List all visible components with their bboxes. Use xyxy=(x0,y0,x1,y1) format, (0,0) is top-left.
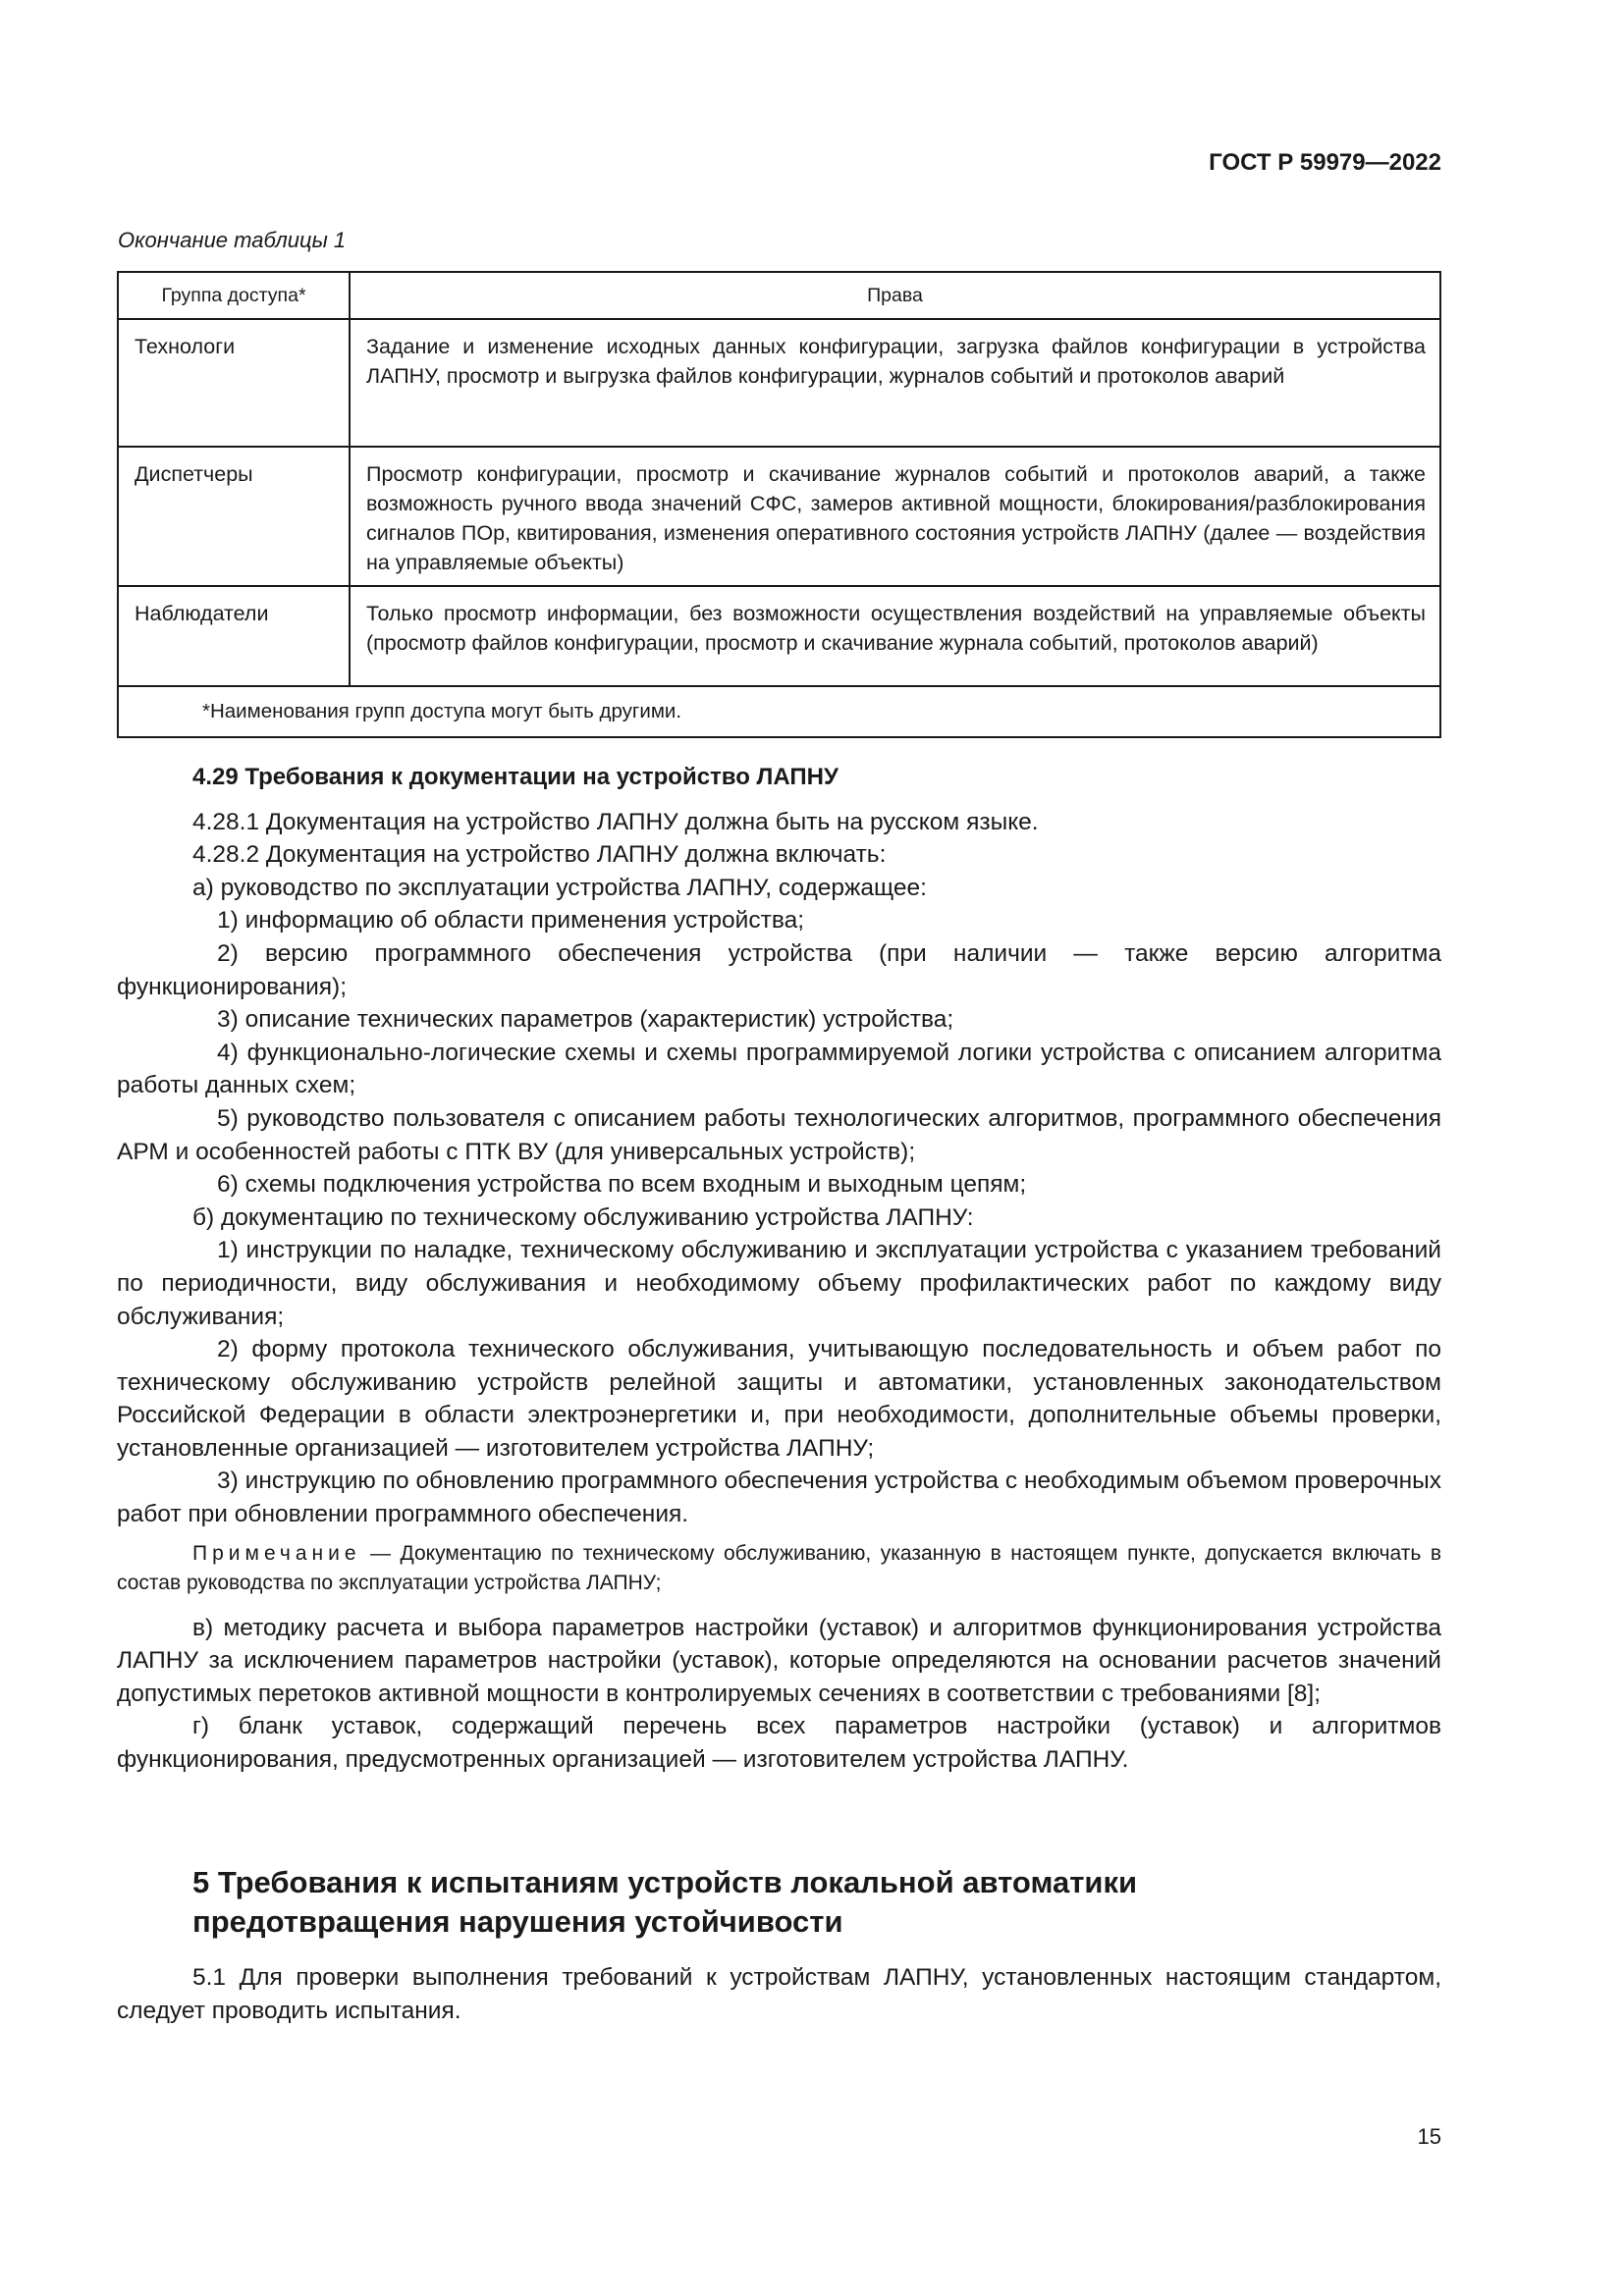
table-row xyxy=(118,319,1440,447)
group-rights: Только просмотр информации, без возможности осуществления воздействий на управляемые объекты (просмотр файлов конфигурации, просмотр и скачивание журнала событий, протоколов аварий) xyxy=(350,586,1440,686)
table-caption: Окончание таблицы 1 xyxy=(118,228,347,252)
section-heading-line: 5 Требования к испытаниям устройств локальной автоматики xyxy=(192,1865,1138,1899)
standard-designation: ГОСТ Р 59979—2022 xyxy=(1209,149,1441,176)
section-heading: 4.29 Требования к документации на устройство ЛАПНУ xyxy=(192,764,839,790)
paragraph: 5.1 Для проверки выполнения требований к устройствам ЛАПНУ, установленных настоящим стандартом, следует проводить испытания. xyxy=(117,1964,1441,2024)
table-header-row xyxy=(118,272,1440,319)
table-footnote-row xyxy=(118,686,1440,737)
list-item: 6) схемы подключения устройства по всем входным и выходным цепям; xyxy=(217,1171,1027,1199)
section-heading-line: предотвращения нарушения устойчивости xyxy=(192,1904,843,1939)
list-item: б) документацию по техническому обслуживанию устройства ЛАПНУ: xyxy=(192,1203,974,1231)
column-header-rights: Права xyxy=(350,272,1440,319)
note-text: — Документацию по техническому обслуживанию, указанную в настоящем пункте, допускается включать в состав руководства по эксплуатации устройства ЛАПНУ; xyxy=(117,1541,1441,1594)
group-name: Диспетчеры xyxy=(118,447,350,586)
list-item: 1) инструкции по наладке, техническому обслуживанию и эксплуатации устройства с указанием требований по периодичности, виду обслуживания и необходимому объему профилактических работ по каждому виду обслуживания; xyxy=(117,1237,1441,1330)
table-footnote: *Наименования групп доступа могут быть другими. xyxy=(118,686,1440,737)
list-item: 3) описание технических параметров (характеристик) устройства; xyxy=(217,1006,954,1034)
list-item: 4) функционально-логические схемы и схемы программируемой логики устройства с описанием алгоритма работы данных схем; xyxy=(117,1039,1441,1099)
column-header-group: Группа доступа* xyxy=(118,272,350,319)
group-name: Наблюдатели xyxy=(118,586,350,686)
group-rights: Просмотр конфигурации, просмотр и скачивание журналов событий и протоколов аварий, а также возможность ручного ввода значений СФС, замеров активной мощности, блокирования/разблокирования сигналов ПОр, квитирования, изменения оперативного состояния устройств ЛАПНУ (далее — воздействия на управляемые объекты) xyxy=(350,447,1440,586)
section-4-29 xyxy=(117,761,1441,1777)
group-name: Технологи xyxy=(118,319,350,447)
list-item: г) бланк уставок, содержащий перечень всех параметров настройки (уставок) и алгоритмов функционирования, предусмотренных организацией — изготовителем устройства ЛАПНУ. xyxy=(117,1713,1441,1774)
list-item: 2) версию программного обеспечения устройства (при наличии — также версию алгоритма функционирования); xyxy=(117,939,1441,1000)
note xyxy=(117,1539,1441,1598)
section-5-body xyxy=(117,1961,1441,2027)
list-item: а) руководство по эксплуатации устройства ЛАПНУ, содержащее: xyxy=(192,874,927,901)
page-number: 15 xyxy=(1417,2124,1441,2149)
access-groups-table xyxy=(117,271,1441,738)
list-item: 3) инструкцию по обновлению программного обеспечения устройства с необходимым объемом проверочных работ при обновлении программного обеспечения. xyxy=(117,1468,1441,1528)
note-label: Примечание xyxy=(192,1541,361,1565)
paragraph: 4.28.2 Документация на устройство ЛАПНУ должна включать: xyxy=(192,841,887,869)
list-item: 1) информацию об области применения устройства; xyxy=(217,907,805,934)
list-item: 2) форму протокола технического обслуживания, учитывающую последовательность и объем работ по техническому обслуживанию устройств релейной защиты и автоматики, установленных законодательством Российской Федерации в области электроэнергетики и, при необходимости, дополнительные объемы проверки, установленные организацией — изготовителем устройства ЛАПНУ; xyxy=(117,1336,1441,1462)
section-5-heading xyxy=(192,1863,1430,1942)
table-row xyxy=(118,447,1440,586)
paragraph: 4.28.1 Документация на устройство ЛАПНУ должна быть на русском языке. xyxy=(192,808,1039,835)
list-item: в) методику расчета и выбора параметров настройки (уставок) и алгоритмов функционирования устройства ЛАПНУ за исключением параметров настройки (уставок), которые определяются на основании расчетов значений допустимых перетоков активной мощности в контролируемых сечениях в соответствии с требованиями [8]; xyxy=(117,1614,1441,1707)
table-row xyxy=(118,586,1440,686)
group-rights: Задание и изменение исходных данных конфигурации, загрузка файлов конфигурации в устройства ЛАПНУ, просмотр и выгрузка файлов конфигурации, журналов событий и протоколов аварий xyxy=(350,319,1440,447)
list-item: 5) руководство пользователя с описанием работы технологических алгоритмов, программного обеспечения АРМ и особенностей работы с ПТК ВУ (для универсальных устройств); xyxy=(117,1104,1441,1165)
